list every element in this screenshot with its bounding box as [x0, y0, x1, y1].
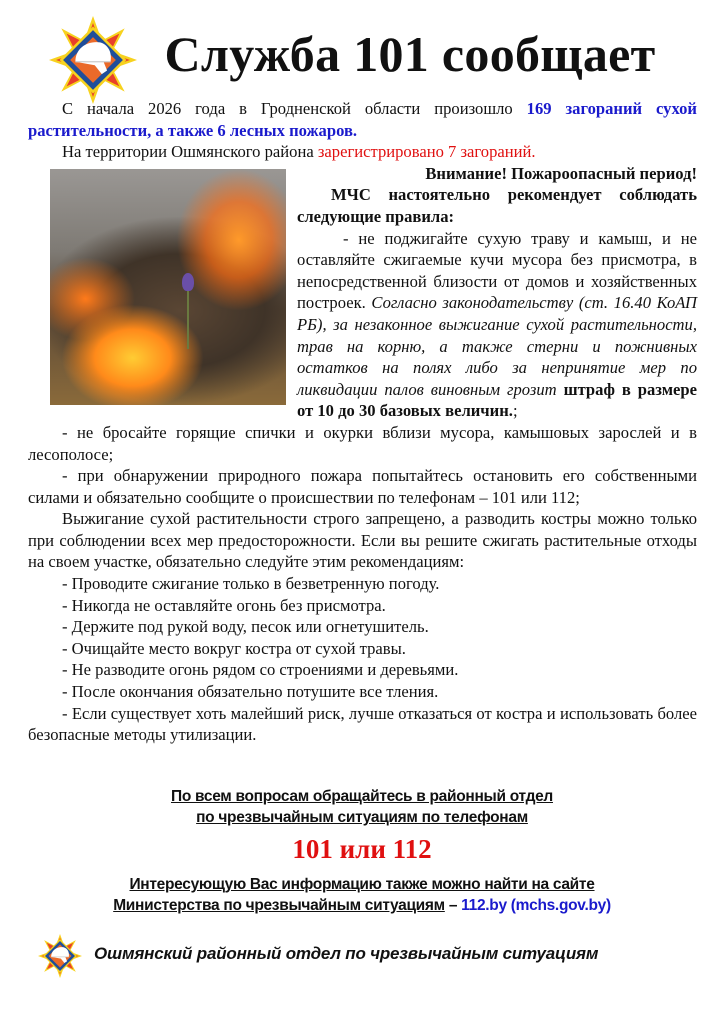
- header: [0, 0, 724, 110]
- burning-intro: Выжигание сухой растительности строго запрещено, а разводить костры можно только при соблюдении всех мер предосторожности. Если вы решите сжигать растительные отходы на своем участке, обязательно следуйте этим рекомендациям:: [28, 509, 697, 572]
- website-link[interactable]: 112.by (mchs.gov.by): [461, 897, 611, 914]
- region-stats-highlight: 169 загораний сухой растительности, а также 6 лесных пожаров.: [28, 99, 697, 140]
- footer-department: Ошмянский районный отдел по чрезвычайным ситуациям: [94, 944, 599, 963]
- fine-amount: штраф в размере от 10 до 30 базовых величин.: [297, 379, 697, 421]
- rule-2: - не бросайте горящие спички и окурки вблизи мусора, камышовых зарослей и в лесополосе;: [28, 422, 697, 464]
- list-item: - Никогда не оставляйте огонь без присмотра.: [62, 595, 386, 615]
- district-stats-highlight: зарегистрировано 7 загораний.: [317, 142, 536, 162]
- intro-paragraph-region: С начала 2026 года в Гродненской области произошло 169 загораний сухой растительности, а также 6 лесных пожаров.: [28, 99, 697, 140]
- list-item: - Проводите сжигание только в безветренную погоду.: [62, 574, 440, 594]
- website-block: Интересующую Вас информацию также можно найти на сайте Министерства по чрезвычайным ситуациям – 112.by (mchs.gov.by): [0, 874, 724, 916]
- page-title: Служба 101 сообщает: [164, 26, 656, 82]
- footer: [38, 934, 698, 978]
- burning-closing: - Если существует хоть малейший риск, лучше отказаться от костра и использовать более безопасные методы утилизации.: [28, 703, 697, 745]
- website-line-2: Министерства по чрезвычайным ситуациям: [113, 897, 445, 914]
- list-item: - Держите под рукой воду, песок или огнетушитель.: [62, 617, 429, 637]
- list-item: - Не разводите огонь рядом со строениями и деревьями.: [62, 660, 459, 680]
- contact-line-1: По всем вопросам обращайтесь в районный отдел: [171, 788, 553, 805]
- rule-1: - не поджигайте сухую траву и камыш, и не оставляйте сжигаемые кучи мусора без присмотра, в непосредственной близости от домов и хозяйственных построек. Согласно законодательству (ст. 16.40 КоАП РБ), за незаконное выжигание сухой растительности, трав на корню, а также стерни и пожнивных остатков на полях либо за непринятие мер по ликвидации палов виновным грозит штраф в размере от 10 до 30 базовых величин.;: [297, 228, 698, 421]
- mchs-emblem-logo: [48, 16, 138, 104]
- contact-line-2: по чрезвычайным ситуациям по телефонам: [196, 809, 528, 826]
- list-item: - После окончания обязательно потушите все тления.: [62, 682, 439, 702]
- mchs-emblem-small-logo: [38, 934, 82, 978]
- rule-3: - при обнаружении природного пожара попытайтесь остановить его собственными силами и обязательно сообщите о происшествии по телефонам – 101 или 112;: [28, 466, 697, 507]
- contact-block: [0, 786, 724, 828]
- recommend-text: МЧС настоятельно рекомендует соблюдать следующие правила:: [297, 185, 697, 226]
- emergency-phones: 101 или 112: [292, 834, 432, 864]
- list-item: - Очищайте место вокруг костра от сухой травы.: [62, 638, 406, 658]
- website-line-1: Интересующую Вас информацию также можно найти на сайте: [129, 876, 595, 893]
- warning-heading: Внимание! Пожароопасный период!: [425, 163, 697, 183]
- grass-fire-photo: [50, 169, 286, 405]
- article-body: [28, 98, 697, 746]
- intro-paragraph-district: На территории Ошмянского района зарегистрировано 7 загораний.: [62, 142, 536, 162]
